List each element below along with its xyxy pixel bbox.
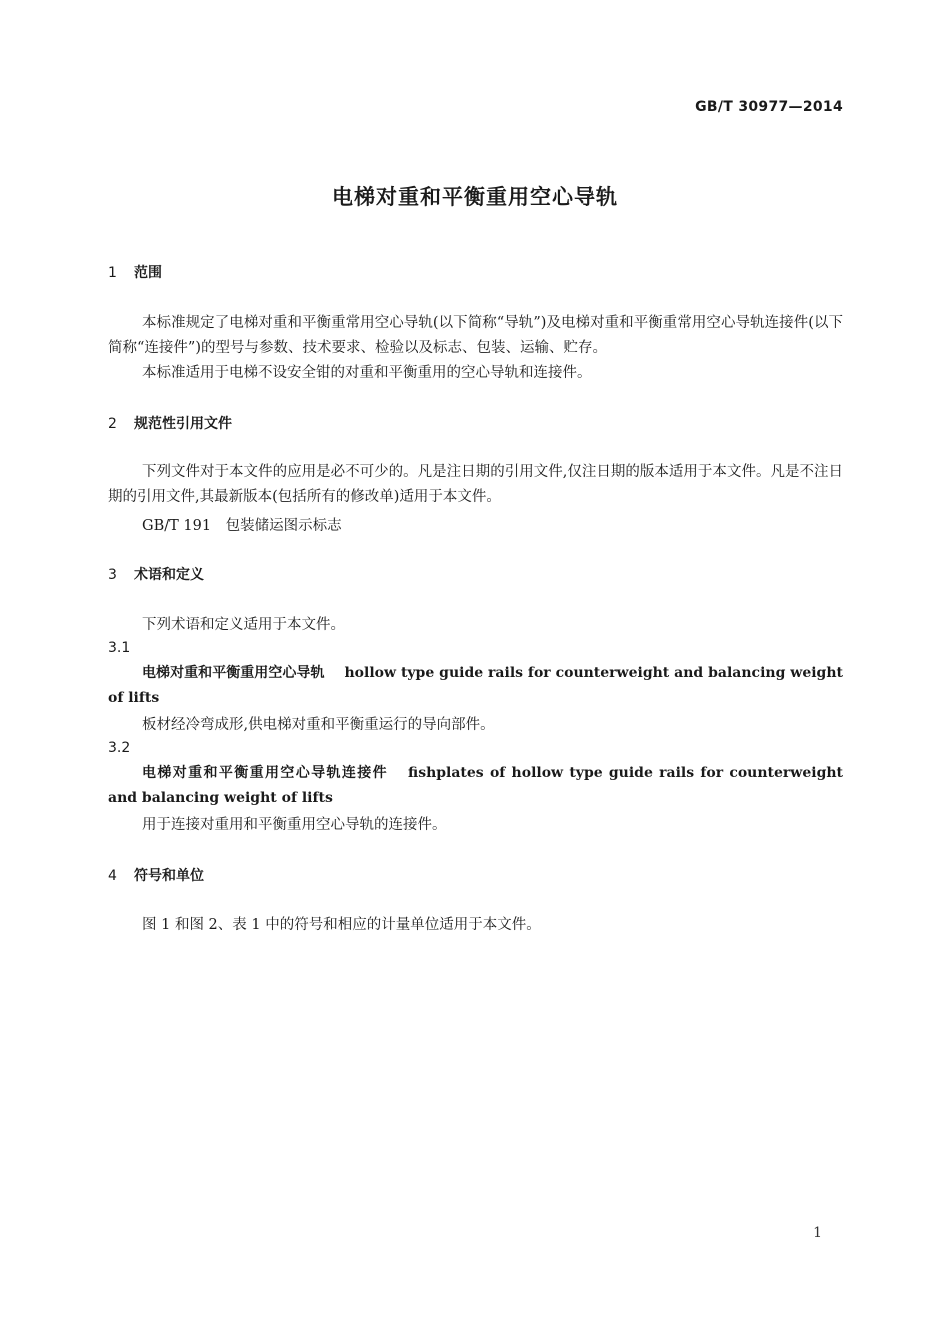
clause-number: 3.1	[108, 640, 131, 656]
section-number: 2	[108, 416, 117, 432]
section-title: 符号和单位	[134, 868, 204, 884]
section-heading-terms	[108, 564, 204, 584]
section-heading-symbols	[108, 865, 204, 885]
term-entry	[108, 761, 843, 811]
section-title: 规范性引用文件	[134, 416, 232, 432]
page-number: 1	[813, 1225, 822, 1241]
section-heading-references	[108, 413, 232, 433]
scope-paragraph-2: 本标准适用于电梯不设安全钳的对重和平衡重用的空心导轨和连接件。	[142, 365, 592, 381]
term-chinese: 电梯对重和平衡重用空心导轨	[142, 665, 325, 681]
standard-code: GB/T 30977—2014	[695, 99, 843, 115]
terms-intro: 下列术语和定义适用于本文件。	[142, 617, 345, 633]
document-title: 电梯对重和平衡重用空心导轨	[332, 185, 618, 209]
term-chinese: 电梯对重和平衡重用空心导轨连接件	[142, 765, 389, 781]
section-title: 范围	[134, 265, 162, 281]
reference-item: GB/T 191 包装储运图示标志	[142, 518, 342, 534]
section-number: 3	[108, 567, 117, 583]
term-entry	[108, 661, 843, 711]
section-heading-scope	[108, 262, 162, 282]
term-definition: 用于连接对重用和平衡重用空心导轨的连接件。	[142, 817, 447, 833]
section-title: 术语和定义	[134, 567, 204, 583]
scope-paragraph-1: 本标准规定了电梯对重和平衡重常用空心导轨(以下简称“导轨”)及电梯对重和平衡重常用空心导轨连接件(以下简称“连接件”)的型号与参数、技术要求、检验以及标志、包装、运输、贮存。	[108, 315, 843, 356]
term-definition: 板材经冷弯成形,供电梯对重和平衡重运行的导向部件。	[142, 717, 495, 733]
clause-number: 3.2	[108, 740, 131, 756]
references-paragraph: 下列文件对于本文件的应用是必不可少的。凡是注日期的引用文件,仅注日期的版本适用于本文件。凡是不注日期的引用文件,其最新版本(包括所有的修改单)适用于本文件。	[108, 464, 843, 505]
symbols-paragraph: 图 1 和图 2、表 1 中的符号和相应的计量单位适用于本文件。	[142, 917, 541, 933]
section-number: 4	[108, 868, 117, 884]
section-number: 1	[108, 265, 117, 281]
term-english: fishplates of hollow type guide rails for counterweight and balancing weight of lifts	[108, 765, 844, 806]
term-english: hollow type guide rails for counterweight and balancing weight of lifts	[108, 665, 843, 706]
